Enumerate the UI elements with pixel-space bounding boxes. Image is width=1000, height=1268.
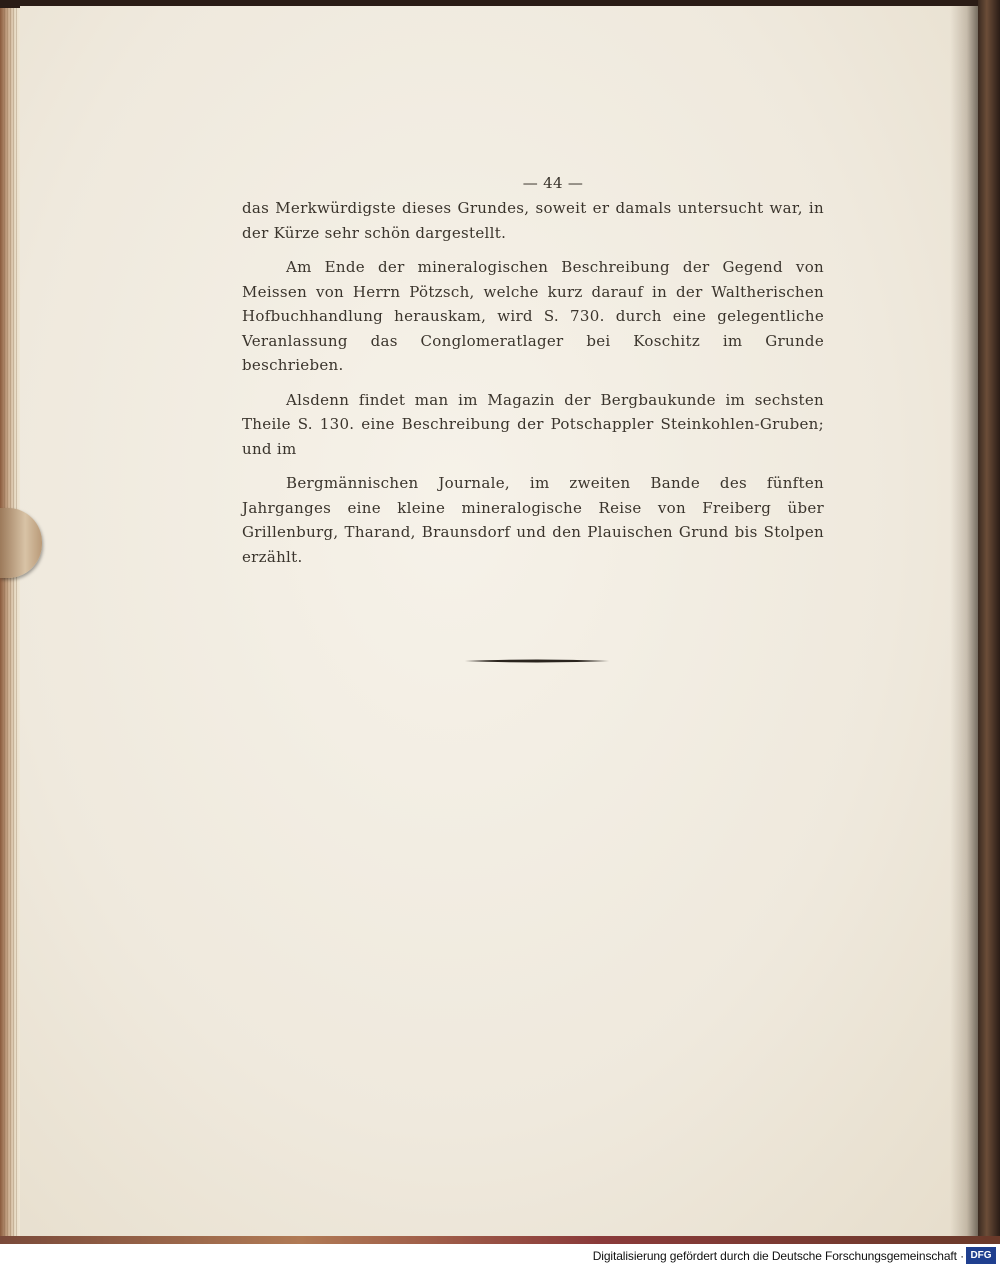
- book-bottom-edge: [0, 1236, 1000, 1244]
- paragraph-4: Bergmännischen Journale, im zweiten Bande des fünften Jahrganges eine kleine mineralogische Reise von Freiberg über Grillenburg, Tharand, Braunsdorf und den Plauischen Grund bis Stolpen erzählt.: [242, 474, 824, 566]
- page-gutter-shadow: [950, 6, 978, 1242]
- footer-bar: [0, 1244, 1000, 1268]
- paragraph-1: das Merkwürdigste dieses Grundes, soweit er damals untersucht war, in der Kürze sehr schön dargestellt.: [242, 199, 824, 242]
- page-edge-stack: [0, 8, 22, 1240]
- page-text-block: [242, 174, 824, 569]
- dfg-logo: DFG: [966, 1247, 996, 1264]
- footer-credit: Digitalisierung gefördert durch die Deutsche Forschungsgemeinschaft ·: [592, 1249, 964, 1263]
- book-binding-edge: [978, 0, 1000, 1244]
- paragraph-2: Am Ende der mineralogischen Beschreibung der Gegend von Meissen von Herrn Pötzsch, welche kurz darauf in der Waltherischen Hofbuchhandlung herauskam, wird S. 730. durch eine gelegentliche Veranlassung das Conglomeratlager bei Koschitz im Grunde beschrieben.: [242, 258, 824, 374]
- paragraph-3: Alsdenn findet man im Magazin der Bergbaukunde im sechsten Theile S. 130. eine Beschreibung der Potschappler Steinkohlen-Gruben; und im: [242, 390, 824, 458]
- section-end-rule: [465, 658, 609, 664]
- page-number: — 44 —: [522, 174, 584, 192]
